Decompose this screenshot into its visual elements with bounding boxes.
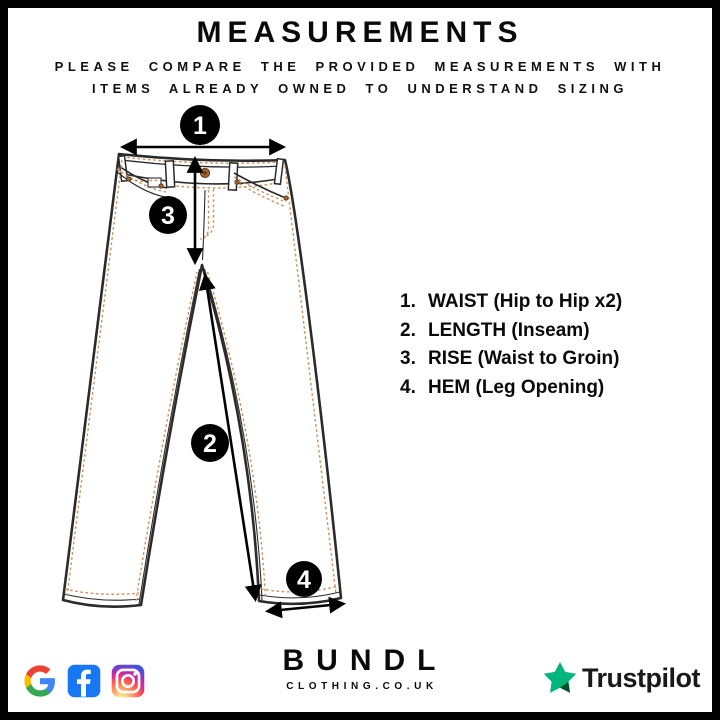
trustpilot-logo: [543, 662, 700, 694]
marker-4-number: 4: [297, 566, 311, 594]
subtitle-line-1: PLEASE COMPARE THE PROVIDED MEASUREMENTS WITH: [54, 59, 666, 74]
legend-item-rise: [400, 345, 622, 374]
legend-item-waist: [400, 288, 622, 317]
measurement-legend: [400, 288, 622, 402]
legend-number: 2.: [400, 319, 416, 341]
marker-2-number: 2: [203, 430, 217, 458]
legend-number: 3.: [400, 348, 416, 370]
subtitle-line-2: ITEMS ALREADY OWNED TO UNDERSTAND SIZING: [92, 80, 628, 96]
legend-label: WAIST (Hip to Hip x2): [428, 291, 623, 313]
legend-label: LENGTH (Inseam): [428, 319, 590, 341]
legend-item-length: [400, 317, 622, 346]
brand-domain: CLOTHING.CO.UK: [286, 681, 438, 692]
page-title: MEASUREMENTS: [196, 16, 524, 49]
legend-label: RISE (Waist to Groin): [428, 348, 620, 370]
marker-1-number: 1: [193, 112, 207, 140]
legend-number: 1.: [400, 291, 416, 313]
hem-arrow: [270, 604, 341, 611]
trustpilot-label: Trustpilot: [582, 662, 700, 693]
jeans-outline: [63, 154, 341, 607]
subtitle: [0, 56, 720, 99]
marker-circle-3: [149, 196, 187, 234]
brand-logo: [230, 644, 490, 692]
marker-circle-1: [180, 105, 220, 145]
legend-label: HEM (Leg Opening): [428, 376, 605, 398]
trustpilot-star-icon: [543, 662, 577, 694]
marker-3-number: 3: [161, 202, 175, 230]
marker-circle-4: [286, 561, 322, 597]
brand-name: BUNDL: [282, 644, 448, 677]
jeans-measurement-diagram: [55, 100, 395, 630]
instagram-icon: [111, 664, 145, 698]
marker-circle-2: [191, 424, 229, 462]
jeans-drawing: [55, 100, 395, 630]
jeans-button-center: [203, 171, 206, 174]
social-icons: [23, 664, 145, 698]
google-icon: [23, 664, 57, 698]
legend-number: 4.: [400, 376, 416, 398]
legend-item-hem: [400, 374, 622, 403]
facebook-icon: [67, 664, 101, 698]
